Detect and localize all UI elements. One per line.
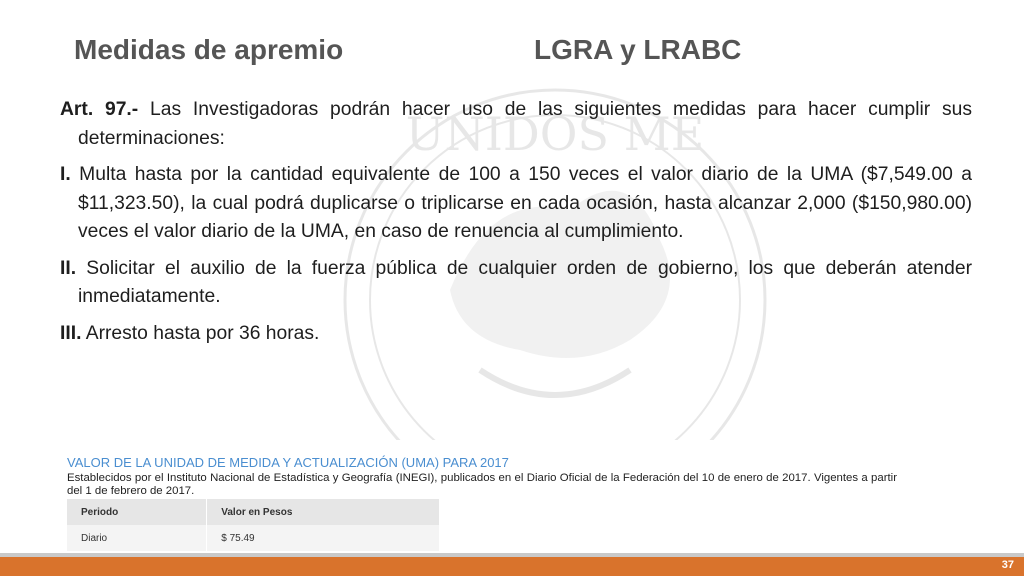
- table-header-cell: Periodo: [67, 499, 207, 525]
- slide-subtitle: LGRA y LRABC: [534, 34, 742, 65]
- table-cell: $ 75.49: [207, 525, 440, 551]
- uma-table: [67, 499, 440, 551]
- footer-bar: [0, 557, 1024, 576]
- paragraph-text: Arresto hasta por 36 horas.: [81, 322, 320, 344]
- table-header-row: [67, 499, 440, 525]
- slide-title: Medidas de apremio: [74, 34, 344, 65]
- article-paragraph: [60, 96, 972, 153]
- measure-item-3: [60, 320, 972, 349]
- watermark-lettering: UNIDOS ME: [405, 107, 705, 161]
- table-row: [67, 525, 440, 551]
- slide-title-row: [74, 34, 984, 74]
- paragraph-label: III.: [60, 322, 82, 344]
- page-number: 37: [1001, 559, 1014, 571]
- paragraph-text: Solicitar el auxilio de la fuerza pública de cualquier orden de gobierno, los que deberán atender inmediatamente.: [76, 257, 972, 307]
- paragraph-text: Las Investigadoras podrán hacer uso de las siguientes medidas para hacer cumplir sus determinaciones:: [78, 99, 972, 149]
- paragraph-label: Art. 97.-: [60, 99, 139, 120]
- measure-item-2: [60, 255, 972, 312]
- measure-item-1: [60, 161, 972, 247]
- uma-heading: VALOR DE LA UNIDAD DE MEDIDA Y ACTUALIZACIÓN (UMA) PARA 2017: [67, 455, 509, 470]
- uma-value-image: [61, 451, 901, 551]
- article-text: [60, 96, 972, 356]
- table-cell: Diario: [67, 525, 207, 551]
- uma-description: Establecidos por el Instituto Nacional de Estadística y Geografía (INEGI), publicados en el Diario Oficial de la Federación del 10 de enero de 2017. Vigentes a partir del 1 de febrero de 2017.: [67, 472, 897, 497]
- paragraph-label: II.: [60, 257, 77, 279]
- table-header-cell: Valor en Pesos: [207, 499, 440, 525]
- paragraph-label: I.: [60, 164, 71, 185]
- paragraph-text: Multa hasta por la cantidad equivalente de 100 a 150 veces el valor diario de la UMA ($7,549.00 a $11,323.50), la cual podrá duplicarse o triplicarse en cada ocasión, hasta alcanzar 2,000 ($150,980.00) veces el valor diario de la UMA, en caso de renuencia al cumplimiento.: [70, 164, 972, 242]
